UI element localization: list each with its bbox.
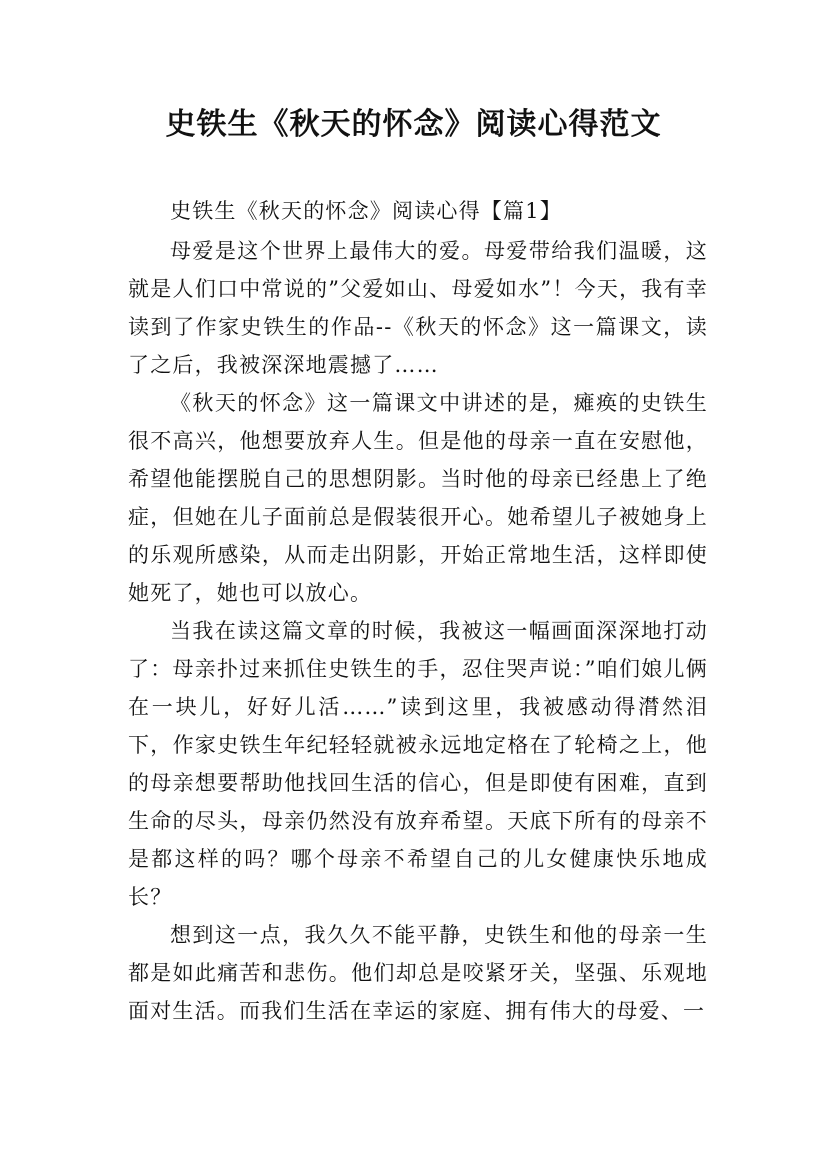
paragraph-2: 《秋天的怀念》这一篇课文中讲述的是，瘫痪的史铁生很不高兴，他想要放弃人生。但是他的母亲一直在安慰他，希望他能摆脱自己的思想阴影。当时他的母亲已经患上了绝症，但她在儿子面前总是假装很开心。她希望儿子被她身上的乐观所感染，从而走出阴影，开始正常地生活，这样即使她死了，她也可以放心。 — [128, 391, 708, 605]
paragraph-4: 想到这一点，我久久不能平静，史铁生和他的母亲一生都是如此痛苦和悲伤。他们却总是咬紧牙关，坚强、乐观地面对生活。而我们生活在幸运的家庭、拥有伟大的母爱、一 — [128, 923, 708, 1023]
document-body — [128, 192, 708, 1030]
section-heading: 史铁生《秋天的怀念》阅读心得【篇1】 — [170, 199, 562, 223]
paragraph-3: 当我在读这篇文章的时候，我被这一幅画面深深地打动了：母亲扑过来抓住史铁生的手，忍住哭声说：”咱们娘儿俩在一块儿，好好儿活……”读到这里，我被感动得潸然泪下，作家史铁生年纪轻轻就被永远地定格在了轮椅之上，他的母亲想要帮助他找回生活的信心，但是即使有困难，直到生命的尽头，母亲仍然没有放弃希望。天底下所有的母亲不是都这样的吗？哪个母亲不希望自己的儿女健康快乐地成长？ — [128, 619, 708, 909]
paragraph-1: 母爱是这个世界上最伟大的爱。母爱带给我们温暖，这就是人们口中常说的”父爱如山、母爱如水”！今天，我有幸读到了作家史铁生的作品--《秋天的怀念》这一篇课文，读了之后，我被深深地震撼了…… — [128, 239, 708, 377]
document-title: 史铁生《秋天的怀念》阅读心得范文 — [165, 107, 662, 142]
